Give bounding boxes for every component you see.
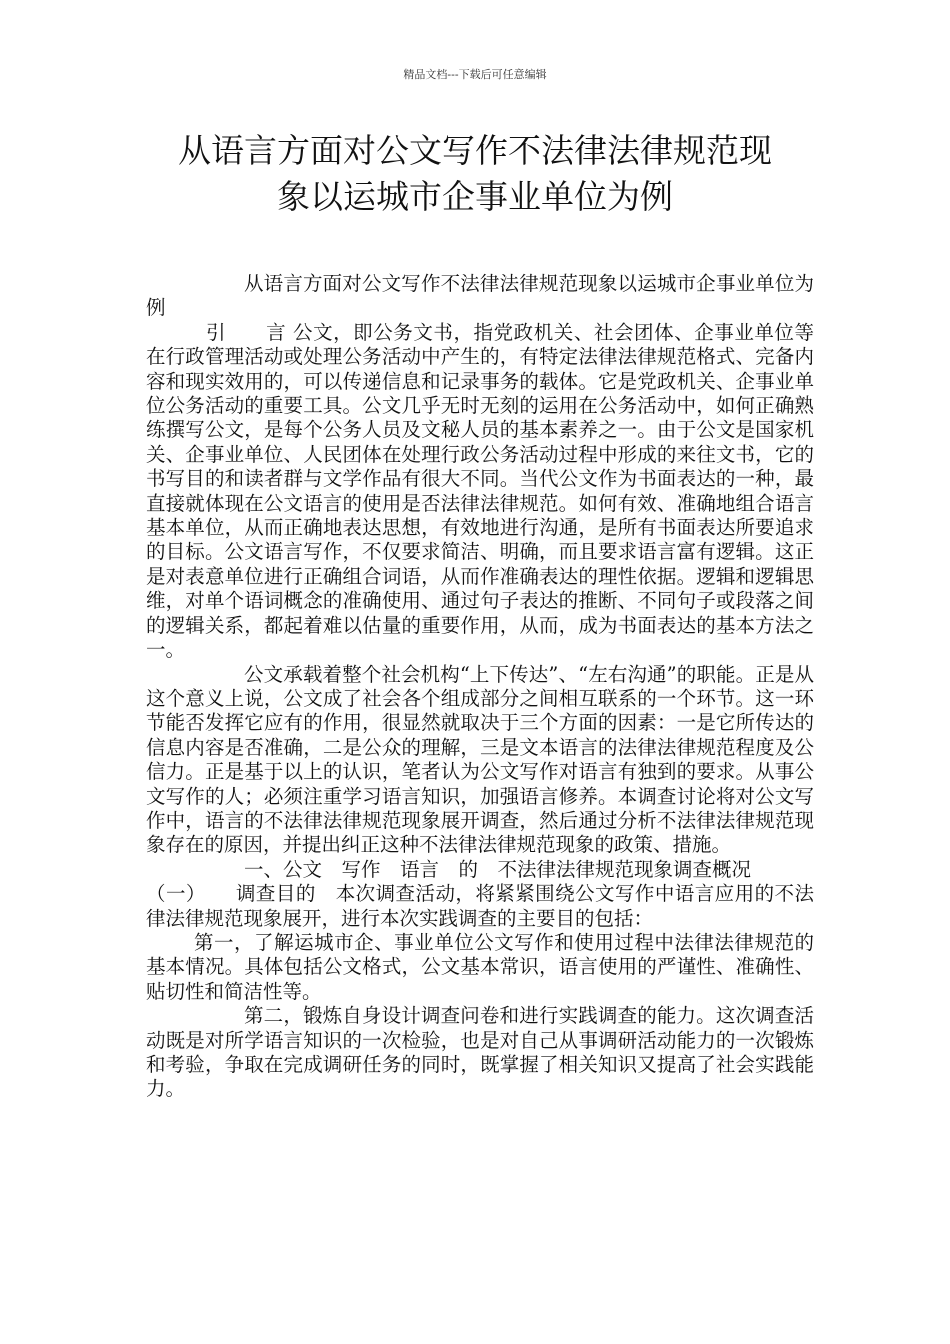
body-paragraph-second: 第二，锻炼自身设计调查问卷和进行实践调查的能力。这次调查活动既是对所学语言知识的一次检验，也是对自己从事调研活动能力的一次锻炼和考验，争取在完成调研任务的同时，既掌握了相关知识又提高了社会实践能力。 [146, 1004, 814, 1101]
intro-paragraph [146, 321, 814, 663]
body-paragraph-1: 公文承载着整个社会机构“上下传达”、“左右沟通”的职能。正是从这个意义上说，公文成了社会各个组成部分之间相互联系的一个环节。这一环节能否发挥它应有的作用，很显然就取决于三个方面的因素：一是它所传达的信息内容是否准确，二是公众的理解，三是文本语言的法律法律规范程度及公信力。正是基于以上的认识，笔者认为公文写作对语言有独到的要求。从事公文写作的人；必须注重学习语言知识，加强语言修养。本调查讨论将对公文写作中，语言的不法律法律规范现象展开调查，然后通过分析不法律法律规范现象存在的原因，并提出纠正这种不法律法律规范现象的政策、措施。 [146, 662, 814, 857]
body-paragraph-first: 第一，了解运城市企、事业单位公文写作和使用过程中法律法律规范的基本情况。具体包括公文格式，公文基本常识，语言使用的严谨性、准确性、贴切性和简洁性等。 [146, 930, 814, 1003]
purpose-text: 本次调查活动，将紧紧围绕公文写作中语言应用的不法律法律规范现象展开，进行本次实践调查的主要目的包括： [146, 882, 814, 930]
intro-text: 公文，即公务文书，指党政机关、社会团体、企事业单位等在行政管理活动或处理公务活动中产生的，有特定法律法律规范格式、完备内容和现实效用的，可以传递信息和记录事务的载体。它是党政机关、企事业单位公务活动的重要工具。公文几乎无时无刻的运用在公务活动中，如何正确熟练撰写公文，是每个公务人员及文秘人员的基本素养之一。由于公文是国家机关、企事业单位、人民团体在处理行政公务活动过程中形成的来往文书，它的书写目的和读者群与文学作品有很大不同。当代公文作为书面表达的一种，最直接就体现在公文语言的使用是否法律法律规范。如何有效、准确地组合语言基本单位，从而正确地表达思想，有效地进行沟通，是所有书面表达所要追求的目标。公文语言写作，不仅要求简洁、明确，而且要求语言富有逻辑。这正是对表意单位进行正确组合词语，从而作准确表达的理性依据。逻辑和逻辑思维，对单个语词概念的准确使用、通过句子表达的推断、不同句子或段落之间的逻辑关系，都起着难以估量的重要作用，从而，成为书面表达的基本方法之一。 [146, 320, 814, 662]
section-paragraph-purpose [146, 882, 814, 931]
title-line-2: 象以运城市企事业单位为例 [277, 177, 673, 216]
title-line-1: 从语言方面对公文写作不法律法律规范现 [178, 131, 772, 170]
subsection-heading-purpose: （一） 调查目的 [146, 882, 316, 906]
page-header: 精品文档---下载后可任意编辑 [403, 68, 547, 81]
intro-heading: 引 言 [206, 320, 287, 344]
document-body [146, 272, 814, 1102]
subtitle-paragraph: 从语言方面对公文写作不法律法律规范现象以运城市企事业单位为例 [146, 272, 814, 320]
document-title [120, 128, 830, 220]
section-heading-1: 一、公文 写作 语言 的 不法律法律规范现象调查概况 [244, 857, 752, 881]
